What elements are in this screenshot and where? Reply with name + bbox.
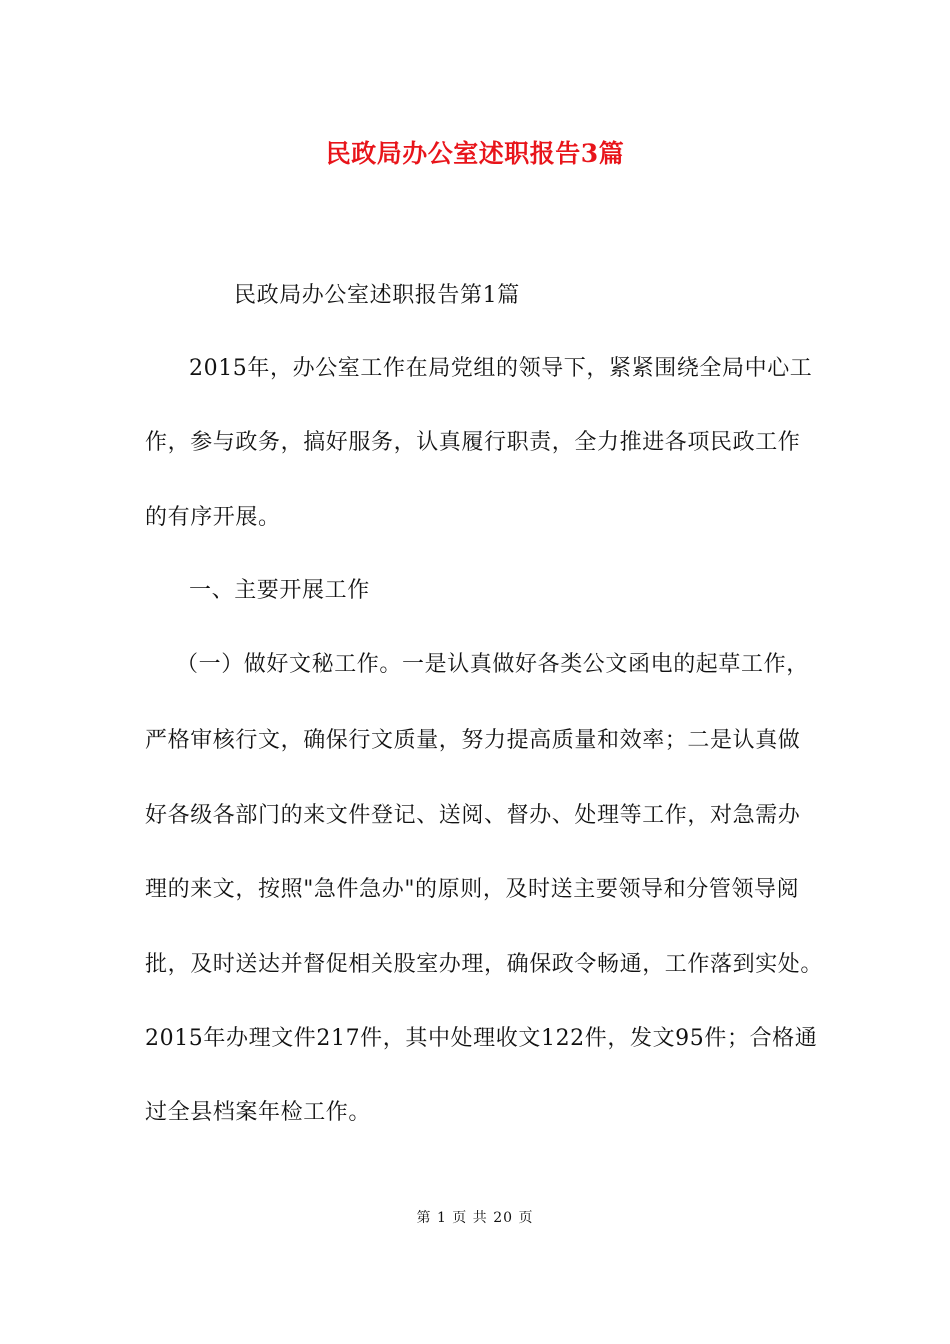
paragraph-line: 理的来文，按照"急件急办"的原则，及时送主要领导和分管领导阅 <box>145 877 800 902</box>
section-heading: 一、主要开展工作 <box>189 578 370 603</box>
paragraph-line: 好各级各部门的来文件登记、送阅、督办、处理等工作，对急需办 <box>145 803 801 828</box>
paragraph-line: 过全县档案年检工作。 <box>145 1100 372 1125</box>
paragraph-line: 2015年，办公室工作在局党组的领导下，紧紧围绕全局中心工 <box>189 356 813 381</box>
paragraph-line: 作，参与政务，搞好服务，认真履行职责，全力推进各项民政工作 <box>145 430 801 455</box>
paragraph-line: （一）做好文秘工作。一是认真做好各类公文函电的起草工作， <box>176 652 809 677</box>
paragraph-line: 的有序开展。 <box>145 505 281 530</box>
paragraph-line: 批，及时送达并督促相关股室办理，确保政令畅通，工作落到实处。 <box>145 952 824 977</box>
paragraph-line: 严格审核行文，确保行文质量，努力提高质量和效率；二是认真做 <box>145 728 801 753</box>
page-title: 民政局办公室述职报告3篇 <box>325 139 625 168</box>
section-subtitle: 民政局办公室述职报告第1篇 <box>234 283 520 308</box>
page-footer: 第 1 页 共 20 页 <box>416 1210 534 1226</box>
paragraph-line: 2015年办理文件217件，其中处理收文122件，发文95件；合格通 <box>145 1026 818 1051</box>
